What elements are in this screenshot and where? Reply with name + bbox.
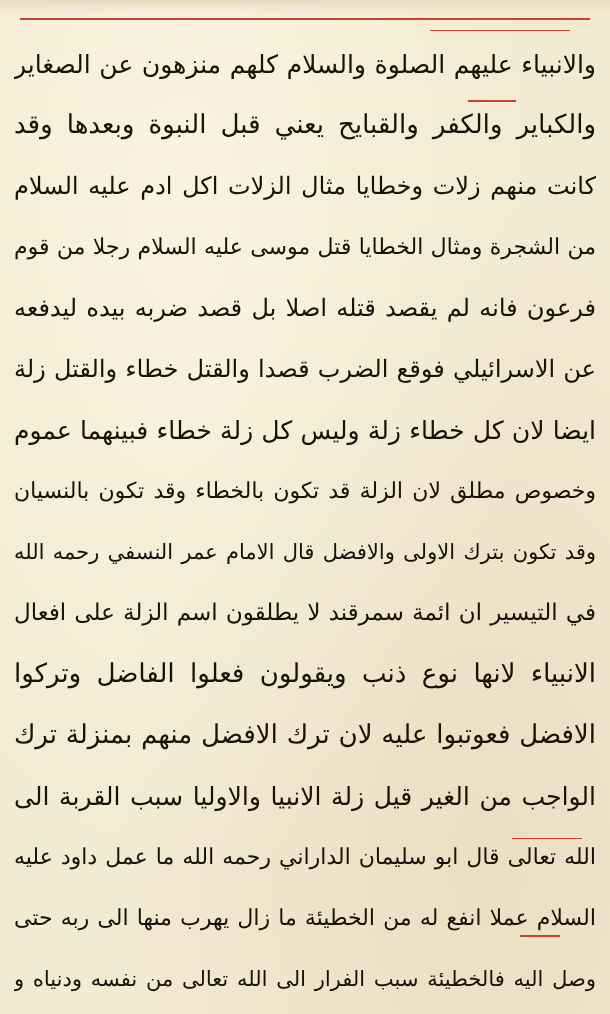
text-line: الانبياء لانها نوع ذنب ويقولون فعلوا الفاضل وتركوا — [14, 659, 596, 689]
page-edge — [0, 0, 610, 14]
text-line: والانبياء عليهم الصلوة والسلام كلهم منزهون عن الصغاير — [14, 50, 596, 79]
text-line: في التيسير ان ائمة سمرقند لا يطلقون اسم الزلة على افعال — [14, 600, 596, 626]
text-line: وصل اليه فالخطيئة سبب الفرار الى الله تعالى من نفسه ودنياه و — [14, 967, 596, 991]
text-line: وخصوص مطلق لان الزلة قد تكون بالخطاء وقد تكون بالنسيان — [14, 479, 596, 504]
text-line: كانت منهم زلات وخطايا مثال الزلات اكل ادم عليه السلام — [14, 172, 596, 200]
text-line: والكباير والكفر والقبايح يعني قبل النبوة وبعدها وقد — [14, 110, 596, 140]
manuscript-text — [14, 34, 596, 1010]
text-line: وقد تكون بترك الاولى والافضل قال الامام عمر النسفي رحمه الله — [14, 540, 596, 564]
text-line: السلام عملا انفع له من الخطيئة ما زال يهرب منها الى ربه حتى — [14, 906, 596, 931]
red-rule-line-secondary — [430, 30, 570, 31]
text-line: فرعون فانه لم يقصد قتله اصلا بل قصد ضربه بيده ليدفعه — [14, 294, 596, 322]
red-rule-line — [20, 18, 590, 20]
text-line: ايضا لان كل خطاء زلة وليس كل زلة خطاء فبينهما عموم — [14, 416, 596, 445]
text-line: عن الاسرائيلي فوقع الضرب قصدا والقتل خطاء والقتل زلة — [14, 355, 596, 383]
text-line: من الشجرة ومثال الخطايا قتل موسى عليه السلام رجلا من قوم — [14, 235, 596, 260]
text-line: الواجب من الغير قيل زلة الانبيا والاوليا سبب القربة الى — [14, 782, 596, 811]
text-line: الله تعالى قال ابو سليمان الداراني رحمه الله ما عمل داود عليه — [14, 845, 596, 870]
text-line: الافضل فعوتبوا عليه لان ترك الافضل منهم بمنزلة ترك — [14, 720, 596, 750]
